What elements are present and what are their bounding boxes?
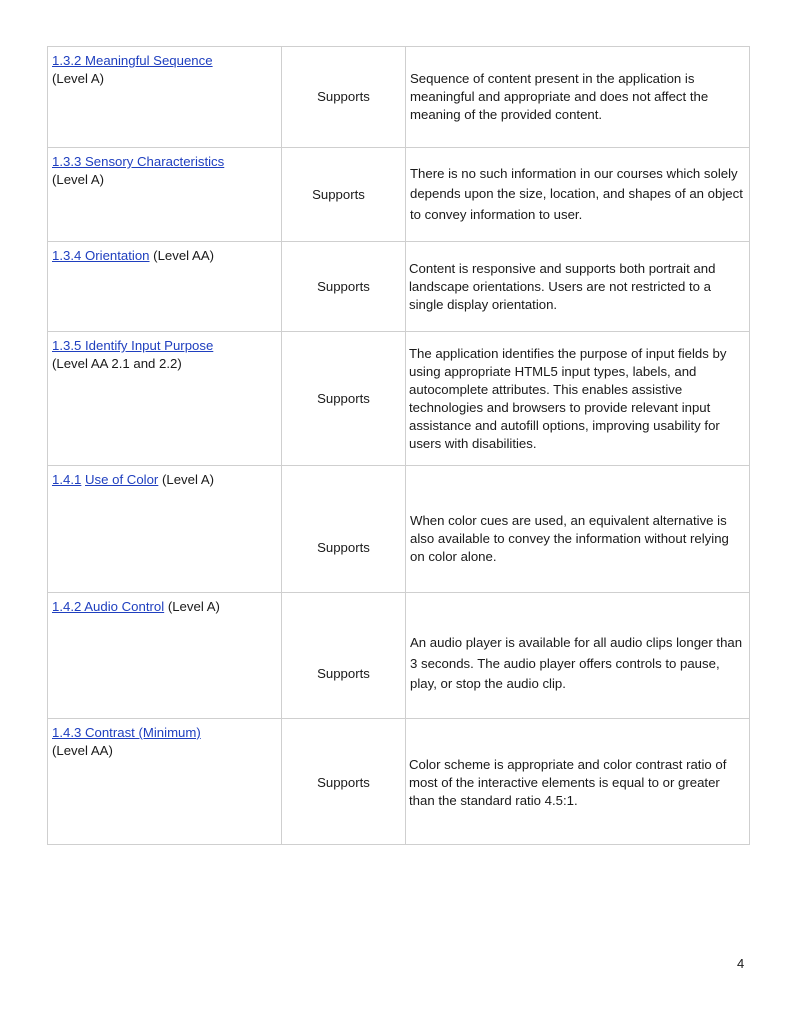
conformance-cell: Supports bbox=[282, 332, 406, 466]
criterion-level: (Level A) bbox=[52, 172, 105, 187]
conformance-cell: Supports bbox=[282, 719, 406, 845]
criterion-cell bbox=[48, 47, 282, 148]
remarks-cell: Content is responsive and supports both portrait and landscape orientations. Users are not restricted to a single display orientation. bbox=[406, 242, 750, 332]
criterion-cell bbox=[48, 719, 282, 845]
conformance-cell: Supports bbox=[282, 242, 406, 332]
criterion-cell bbox=[48, 332, 282, 466]
criterion-level: (Level AA) bbox=[52, 743, 113, 758]
remarks-cell: When color cues are used, an equivalent alternative is also available to convey the information without relying on color alone. bbox=[406, 466, 750, 593]
table-row bbox=[48, 593, 750, 719]
criterion-link-1-3-2[interactable]: 1.3.2 Meaningful Sequence bbox=[52, 53, 213, 68]
criterion-link-1-4-1[interactable]: Use of Color bbox=[85, 472, 159, 487]
conformance-table bbox=[47, 46, 750, 845]
criterion-link-1-3-3[interactable]: 1.3.3 Sensory Characteristics bbox=[52, 154, 225, 169]
criterion-level: (Level AA 2.1 and 2.2) bbox=[52, 356, 182, 371]
criterion-link-1-3-4[interactable]: 1.3.4 Orientation bbox=[52, 248, 150, 263]
criterion-cell bbox=[48, 466, 282, 593]
criterion-link-1-4-2[interactable]: 1.4.2 Audio Control bbox=[52, 599, 165, 614]
table-row bbox=[48, 47, 750, 148]
criterion-level: (Level A) bbox=[52, 71, 105, 86]
conformance-cell: Supports bbox=[282, 466, 406, 593]
remarks-cell: There is no such information in our courses which solely depends upon the size, location, and shapes of an object to convey information to user. bbox=[406, 148, 750, 242]
conformance-cell: Supports bbox=[282, 593, 406, 719]
criterion-number-link-1-4-1[interactable]: 1.4.1 bbox=[52, 472, 82, 487]
conformance-cell: Supports bbox=[282, 148, 406, 242]
remarks-cell: Color scheme is appropriate and color contrast ratio of most of the interactive elements is equal to or greater than the standard ratio 4.5:1. bbox=[406, 719, 750, 845]
criterion-link-1-3-5[interactable]: 1.3.5 Identify Input Purpose bbox=[52, 338, 214, 353]
table-row bbox=[48, 466, 750, 593]
page-number: 4 bbox=[737, 956, 745, 971]
criterion-level: (Level AA) bbox=[149, 248, 215, 263]
table-row bbox=[48, 148, 750, 242]
remarks-cell: Sequence of content present in the application is meaningful and appropriate and does not affect the meaning of the provided content. bbox=[406, 47, 750, 148]
table-row bbox=[48, 719, 750, 845]
remarks-cell: The application identifies the purpose of input fields by using appropriate HTML5 input types, labels, and autocomplete attributes. This enables assistive technologies and browsers to provide relevant input assistance and autofill options, improving usability for users with disabilities. bbox=[406, 332, 750, 466]
table-row bbox=[48, 242, 750, 332]
criterion-cell bbox=[48, 593, 282, 719]
criterion-level: (Level A) bbox=[164, 599, 220, 614]
criterion-link-1-4-3[interactable]: 1.4.3 Contrast (Minimum) bbox=[52, 725, 201, 740]
criterion-cell bbox=[48, 148, 282, 242]
remarks-cell: An audio player is available for all audio clips longer than 3 seconds. The audio player offers controls to pause, play, or stop the audio clip. bbox=[406, 593, 750, 719]
criterion-cell bbox=[48, 242, 282, 332]
criterion-level: (Level A) bbox=[158, 472, 215, 487]
conformance-cell: Supports bbox=[282, 47, 406, 148]
table-row bbox=[48, 332, 750, 466]
